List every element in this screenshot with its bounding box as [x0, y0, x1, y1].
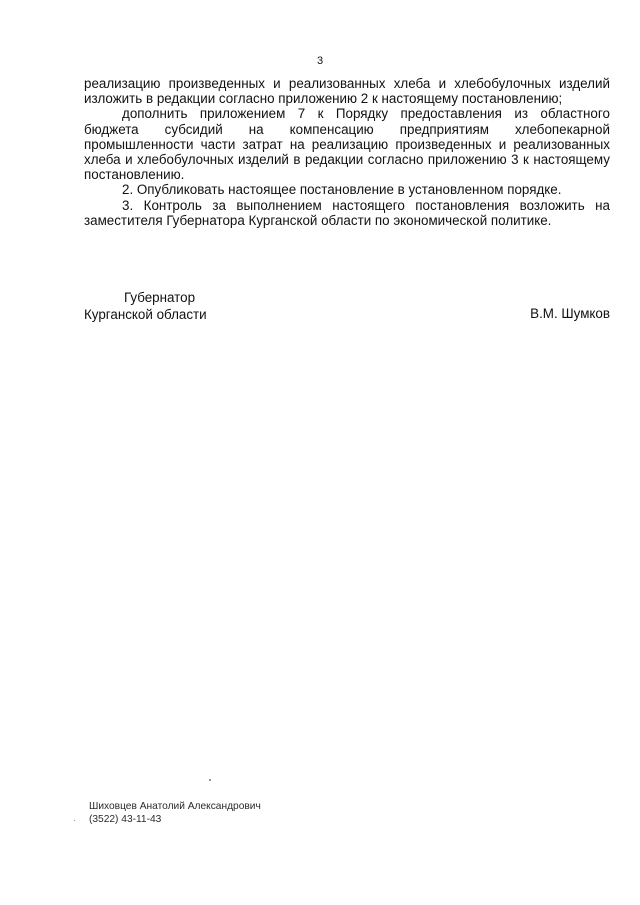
body-word: затрат — [242, 136, 283, 152]
body-word: предоставления — [400, 106, 502, 122]
body-word: к — [523, 152, 529, 168]
body-word: изделий — [559, 76, 610, 91]
body-word: и — [498, 136, 507, 152]
body-word: хлебобулочных — [454, 76, 551, 91]
signatory-title: Губернатор — [124, 290, 196, 305]
body-word: согласно — [367, 152, 424, 168]
body-word: приложению — [427, 152, 507, 168]
body-word: за — [212, 197, 226, 213]
scan-speck — [74, 820, 75, 821]
body-word: на — [248, 121, 264, 137]
body-word: на — [595, 197, 610, 213]
body-word: настоящему — [533, 152, 610, 168]
body-word: реализованных — [513, 136, 610, 152]
body-word: 3 — [511, 152, 519, 168]
body-word: редакции — [304, 152, 364, 168]
signatory-region: Курганской области — [84, 306, 207, 322]
body-line — [84, 122, 610, 137]
body-word: хлебопекарной — [514, 121, 610, 137]
body-word: 3. — [122, 197, 134, 213]
body-word: части — [200, 136, 236, 152]
body-line: постановлению. — [84, 167, 185, 183]
signatory-position — [84, 290, 207, 323]
body-word: 7 — [297, 106, 306, 122]
body-word: изделий — [237, 152, 289, 168]
body-word: произведенных — [395, 136, 492, 152]
executor-name: Шиховцев Анатолий Александрович — [89, 801, 261, 812]
executor-phone: (3522) 43-11-43 — [89, 814, 162, 825]
body-word: возложить — [519, 197, 585, 213]
signature-block — [84, 290, 610, 330]
body-word: реализацию — [84, 76, 161, 91]
body-word: и — [125, 152, 133, 168]
body-word: выполнением — [236, 197, 322, 213]
body-word: хлеба — [84, 152, 121, 168]
document-body — [84, 76, 610, 228]
body-word: приложением — [199, 106, 286, 122]
body-word: предприятиям — [399, 121, 489, 137]
body-word: Контроль — [143, 197, 202, 213]
signatory-name: В.М. Шумков — [530, 306, 610, 321]
body-line: заместителя Губернатора Курганской области по экономической политике. — [84, 212, 552, 228]
body-word: промышленности — [84, 136, 194, 152]
body-line — [84, 152, 610, 167]
body-word: в — [293, 152, 301, 168]
body-line — [84, 198, 610, 213]
body-line — [84, 76, 610, 91]
executor-info — [89, 800, 261, 826]
body-word: хлебобулочных — [137, 152, 234, 168]
body-word: из — [514, 106, 528, 122]
body-line: 2. Опубликовать настоящее постановление в установленном порядке. — [122, 182, 562, 198]
body-word: бюджета — [84, 121, 139, 137]
body-word: постановления — [415, 197, 510, 213]
page-number: 3 — [316, 55, 324, 67]
body-line — [84, 106, 610, 121]
body-line: изложить в редакции согласно приложению 2 к настоящему постановлению; — [84, 91, 563, 107]
body-word: и — [438, 76, 447, 91]
body-word: настоящего — [332, 197, 405, 213]
body-word: хлеба — [393, 76, 431, 91]
body-word: к — [317, 106, 324, 122]
body-word: реализованных — [288, 76, 386, 91]
body-line — [84, 137, 610, 152]
body-word: произведенных — [168, 76, 265, 91]
scan-speck — [209, 779, 211, 781]
body-word: на — [289, 136, 305, 152]
body-word: компенсацию — [289, 121, 374, 137]
body-word: Порядку — [335, 106, 389, 122]
body-word: областного — [540, 106, 610, 122]
body-word: субсидий — [164, 121, 223, 137]
body-word: дополнить — [122, 106, 188, 122]
body-word: реализацию — [311, 136, 389, 152]
body-word: и — [273, 76, 281, 91]
